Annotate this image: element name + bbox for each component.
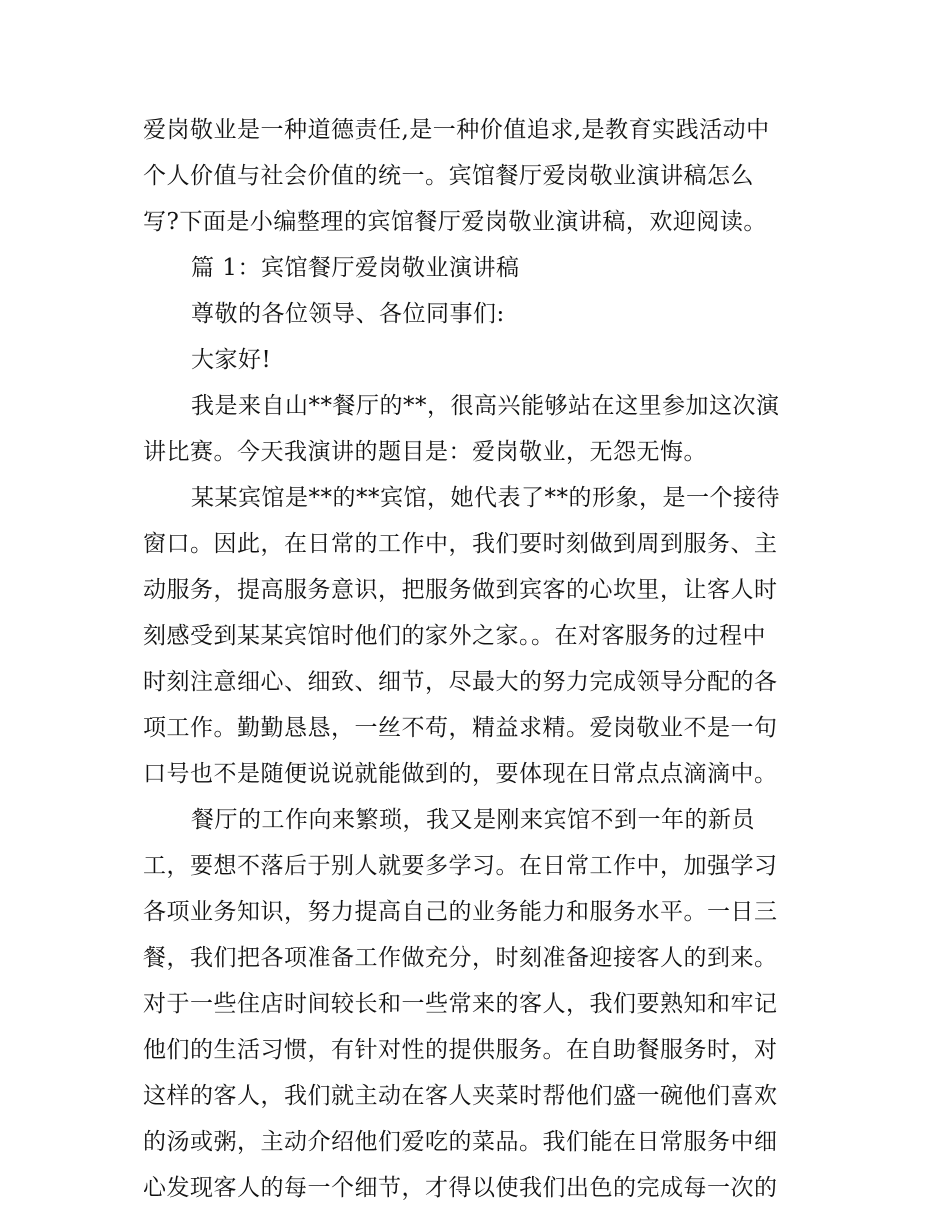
text-line: 各项业务知识，努力提高自己的业务能力和服务水平。一日三 <box>143 899 778 925</box>
text-line: 写?下面是小编整理的宾馆餐厅爱岗敬业演讲稿，欢迎阅读。 <box>143 209 767 235</box>
text-line: 的汤或粥，主动介绍他们爱吃的菜品。我们能在日常服务中细 <box>143 1129 778 1155</box>
text-line: 心发现客人的每一个细节，才得以使我们出色的完成每一次的 <box>143 1175 778 1201</box>
text-line: 时刻注意细心、细致、细节，尽最大的努力完成领导分配的各 <box>143 669 778 695</box>
salutation: 尊敬的各位领导、各位同事们: <box>191 301 505 327</box>
text-line: 餐，我们把各项准备工作做充分，时刻准备迎接客人的到来。 <box>143 945 778 971</box>
text-line: 这样的客人，我们就主动在客人夹菜时帮他们盛一碗他们喜欢 <box>143 1083 778 1109</box>
text-line: 对于一些住店时间较长和一些常来的客人，我们要熟知和牢记 <box>143 991 778 1017</box>
text-line: 我是来自山**餐厅的**，很高兴能够站在这里参加这次演 <box>191 393 780 419</box>
text-line: 讲比赛。今天我演讲的题目是：爱岗敬业，无怨无悔。 <box>143 439 707 465</box>
text-line: 他们的生活习惯，有针对性的提供服务。在自助餐服务时，对 <box>143 1037 778 1063</box>
greeting: 大家好! <box>191 347 272 373</box>
document-body <box>143 107 815 1211</box>
text-line: 工，要想不落后于别人就要多学习。在日常工作中，加强学习 <box>143 853 778 879</box>
text-line: 口号也不是随便说说就能做到的，要体现在日常点点滴滴中。 <box>143 761 778 787</box>
text-line: 刻感受到某某宾馆时他们的家外之家。。在对客服务的过程中 <box>143 623 766 649</box>
text-line: 餐厅的工作向来繁琐，我又是刚来宾馆不到一年的新员 <box>191 807 755 833</box>
text-line: 窗口。因此，在日常的工作中，我们要时刻做到周到服务、主 <box>143 531 778 557</box>
section-heading: 篇 1：宾馆餐厅爱岗敬业演讲稿 <box>191 255 520 281</box>
text-line: 项工作。勤勤恳恳，一丝不苟，精益求精。爱岗敬业不是一句 <box>143 715 778 741</box>
text-line: 爱岗敬业是一种道德责任,是一种价值追求,是教育实践活动中 <box>143 117 770 143</box>
text-line: 动服务，提高服务意识，把服务做到宾客的心坎里，让客人时 <box>143 577 778 603</box>
text-line: 某某宾馆是**的**宾馆，她代表了**的形象，是一个接待 <box>191 485 780 511</box>
text-line: 个人价值与社会价值的统一。宾馆餐厅爱岗敬业演讲稿怎么 <box>143 163 754 189</box>
